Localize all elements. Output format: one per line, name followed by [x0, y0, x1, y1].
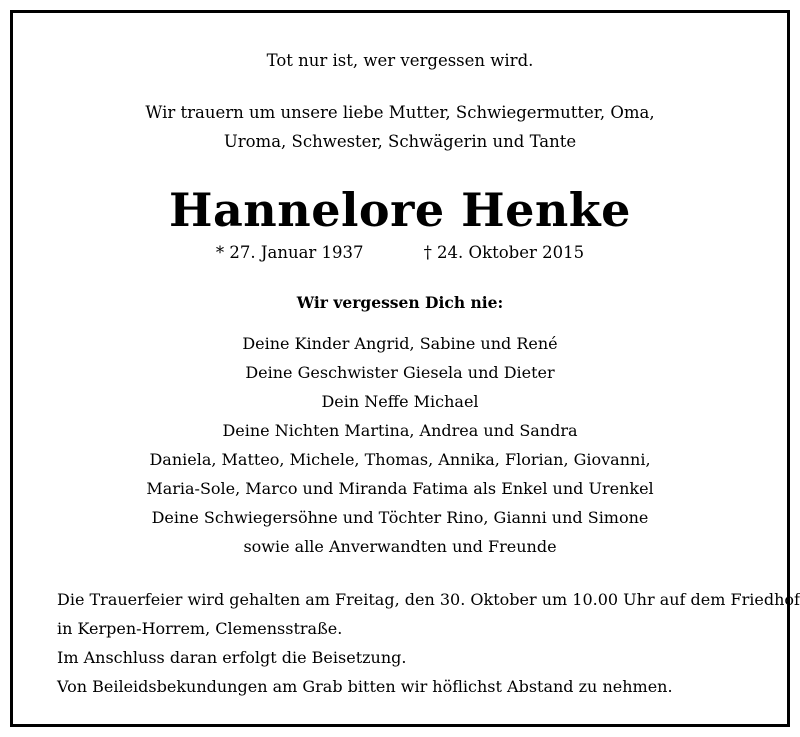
notice-line: Von Beileidsbekundungen am Grab bitten wir höflichst Abstand zu nehmen. — [57, 677, 673, 696]
birth-date: * 27. Januar 1937 — [215, 243, 364, 262]
motto: Tot nur ist, wer vergessen wird. — [266, 51, 534, 70]
intro-text — [13, 98, 787, 156]
obituary-notice — [10, 10, 800, 727]
notice-line: in Kerpen-Horrem, Clemensstraße. — [57, 619, 343, 638]
death-date: † 24. Oktober 2015 — [423, 243, 585, 262]
life-dates — [13, 243, 787, 262]
deceased-name: Hannelore Henke — [169, 183, 631, 237]
mourner-line: sowie alle Anverwandten und Freunde — [243, 537, 557, 556]
intro-line: Wir trauern um unsere liebe Mutter, Schwiegermutter, Oma, — [145, 103, 655, 122]
mourner-line: Deine Geschwister Giesela und Dieter — [245, 363, 555, 382]
intro-line: Uroma, Schwester, Schwägerin und Tante — [223, 132, 577, 151]
mourners-heading: Wir vergessen Dich nie: — [296, 293, 504, 312]
mourner-line: Daniela, Matteo, Michele, Thomas, Annika, Florian, Giovanni, — [149, 450, 651, 469]
mourner-line: Deine Kinder Angrid, Sabine und René — [242, 334, 558, 353]
mourner-line: Deine Schwiegersöhne und Töchter Rino, Gianni und Simone — [151, 508, 649, 527]
mourners-list — [13, 329, 787, 561]
mourner-line: Dein Neffe Michael — [321, 392, 479, 411]
notice-line: Im Anschluss daran erfolgt die Beisetzung. — [57, 648, 407, 667]
notice-line: Die Trauerfeier wird gehalten am Freitag, den 30. Oktober um 10.00 Uhr auf dem Friedhof — [57, 590, 800, 609]
funeral-notice — [57, 585, 800, 701]
mourner-line: Maria-Sole, Marco und Miranda Fatima als Enkel und Urenkel — [146, 479, 654, 498]
mourner-line: Deine Nichten Martina, Andrea und Sandra — [222, 421, 578, 440]
